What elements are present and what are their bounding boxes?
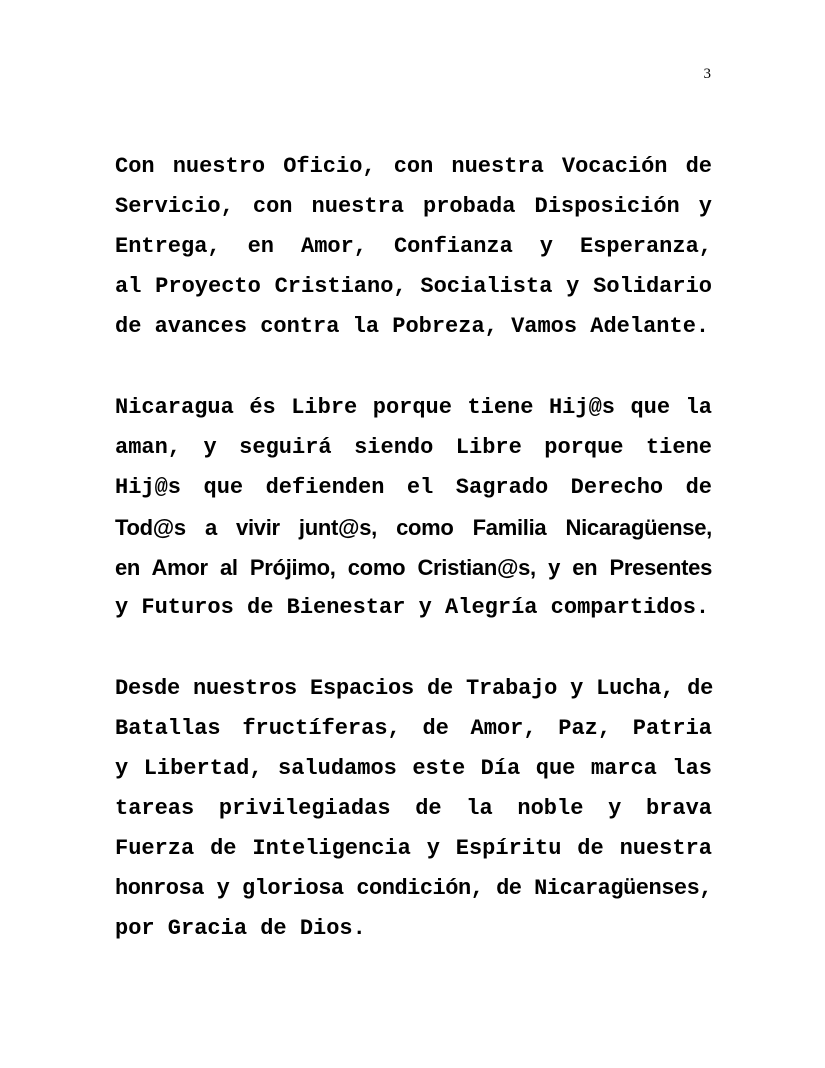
- paragraph-1: [115, 147, 712, 347]
- paragraph-line: de avances contra la Pobreza, Vamos Adelante.: [115, 314, 710, 339]
- paragraph-line: tareas privilegiadas de la noble y brava: [115, 796, 712, 821]
- paragraph-line: Desde nuestros Espacios de Trabajo y Lucha, de: [115, 676, 714, 701]
- paragraph-2: [115, 388, 712, 628]
- paragraph-3: [115, 669, 712, 949]
- paragraph-line: al Proyecto Cristiano, Socialista y Solidario: [115, 274, 712, 299]
- paragraph-line: aman, y seguirá siendo Libre porque tiene: [115, 435, 712, 460]
- paragraph-line: Batallas fructíferas, de Amor, Paz, Patria: [115, 716, 712, 741]
- paragraph-line: por Gracia de Dios.: [115, 916, 366, 941]
- paragraph-line: en Amor al Prójimo, como Cristian@s, y en Presentes: [115, 555, 712, 580]
- paragraph-line: honrosa y gloriosa condición, de Nicaragüenses,: [115, 876, 713, 901]
- paragraph-line: y Futuros de Bienestar y Alegría compartidos.: [115, 595, 710, 620]
- paragraph-line: Con nuestro Oficio, con nuestra Vocación de: [115, 154, 712, 179]
- paragraph-line: y Libertad, saludamos este Día que marca las: [115, 756, 712, 781]
- paragraph-line: Tod@s a vivir junt@s, como Familia Nicaragüense,: [115, 515, 712, 540]
- paragraph-line: Fuerza de Inteligencia y Espíritu de nuestra: [115, 836, 712, 861]
- paragraph-line: Servicio, con nuestra probada Disposición y: [115, 194, 712, 219]
- paragraph-line: Nicaragua és Libre porque tiene Hij@s que la: [115, 395, 712, 420]
- paragraph-line: Hij@s que defienden el Sagrado Derecho de: [115, 475, 712, 500]
- paragraph-line: Entrega, en Amor, Confianza y Esperanza,: [115, 234, 712, 259]
- page-number: 3: [703, 66, 711, 82]
